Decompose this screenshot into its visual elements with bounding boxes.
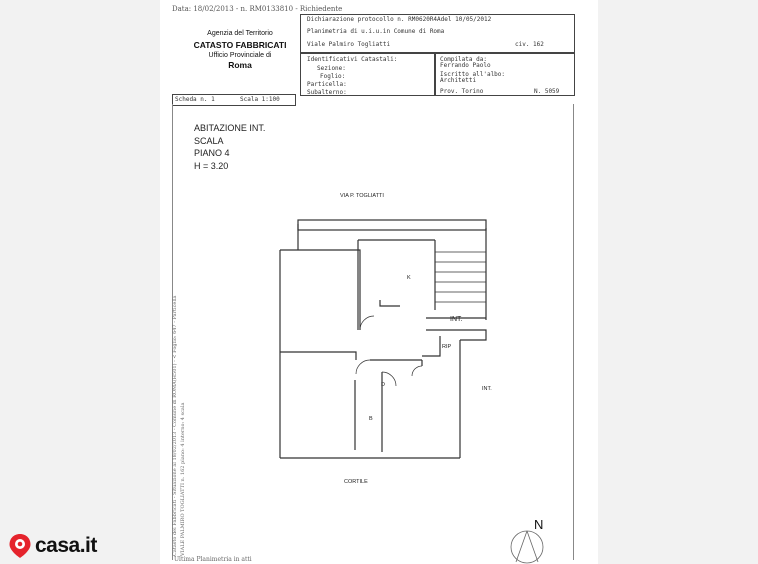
- left-gutter: [0, 0, 160, 564]
- bottom-note: Ultima Planimetria in atti: [174, 556, 252, 563]
- registered-label: Iscritto all'albo:: [440, 71, 506, 78]
- side-catasto-text: Catasto dei Fabbricati - Situazione al 18/02/2013 - Comune di ROMA(H501) - < Foglio: 647 - Particella: [172, 295, 178, 556]
- floor-plan-drawing: [160, 0, 598, 564]
- label-int-2: INT.: [482, 386, 492, 392]
- door-arc: [412, 366, 422, 376]
- agency-line2: CATASTO FABBRICATI: [193, 40, 287, 50]
- label-kitchen: K: [407, 275, 411, 281]
- registry-number: N. 5059: [534, 88, 560, 95]
- sezione-label: Sezione:: [317, 65, 346, 72]
- agency-line1: Agenzia del Territorio: [207, 30, 273, 37]
- door-arc: [356, 360, 370, 374]
- foglio-label: Foglio:: [320, 73, 346, 80]
- plan-description: Planimetria di u.i.u.in Comune di Roma: [307, 28, 445, 35]
- label-d: D: [381, 382, 385, 388]
- wall-segment: [280, 250, 360, 330]
- label-rip: RIP: [442, 344, 452, 350]
- ident-title: Identificativi Catastali:: [307, 56, 398, 63]
- wall-landing: [426, 330, 486, 340]
- door-arc: [360, 316, 374, 330]
- scale-text: Scala 1:100: [240, 96, 280, 103]
- document-top-note: Data: 18/02/2013 - n. RM0133810 - Richiedente: [172, 5, 343, 13]
- declaration-text: Dichiarazione protocollo n. RM0620R4Adel 10/05/2012: [307, 16, 492, 23]
- floor-line3: PIANO 4: [194, 148, 230, 158]
- label-street: VIA P. TOGLIATTI: [340, 193, 384, 199]
- civic-number: civ. 162: [515, 41, 544, 48]
- label-courtyard: CORTILE: [344, 479, 368, 485]
- province-text: Prov. Torino: [440, 88, 484, 95]
- subalterno-label: Subalterno:: [307, 89, 347, 96]
- right-gutter: [598, 0, 758, 564]
- wall-segment: [380, 300, 400, 306]
- compass-icon: [511, 531, 543, 563]
- staircase-steps: [435, 252, 486, 302]
- north-label: N: [534, 517, 544, 532]
- floor-line2: SCALA: [194, 135, 224, 146]
- agency-line3: Ufficio Provinciale di: [208, 52, 272, 59]
- balcony-outline: [298, 220, 486, 230]
- casa-it-logo-text: casa.it: [35, 534, 97, 557]
- location-pin-icon: [8, 533, 32, 559]
- sheet-number: Scheda n. 1: [175, 96, 215, 103]
- floor-line4: H = 3.20: [194, 160, 229, 171]
- side-address-text: VIALE PALMIRO TOGLIATTI n. 162 piano: 4 interno: 4 scala: [180, 402, 186, 556]
- label-bathroom: B: [369, 416, 373, 422]
- floorplan-document: [160, 0, 598, 564]
- wall-rip: [422, 336, 440, 356]
- agency-line4: Roma: [228, 60, 252, 70]
- compiled-by-name: Ferrando Paolo: [440, 62, 491, 69]
- label-int: INT.: [450, 316, 463, 323]
- floor-line1: ABITAZIONE INT.: [194, 123, 266, 133]
- particella-label: Particella:: [307, 81, 347, 88]
- casa-it-logo[interactable]: [8, 533, 97, 559]
- wall-hall-top: [280, 352, 356, 360]
- address-text: Viale Palmiro Togliatti: [307, 41, 391, 48]
- compiled-by-label: Compilata da:: [440, 56, 487, 63]
- registry-name: Architetti: [440, 77, 477, 84]
